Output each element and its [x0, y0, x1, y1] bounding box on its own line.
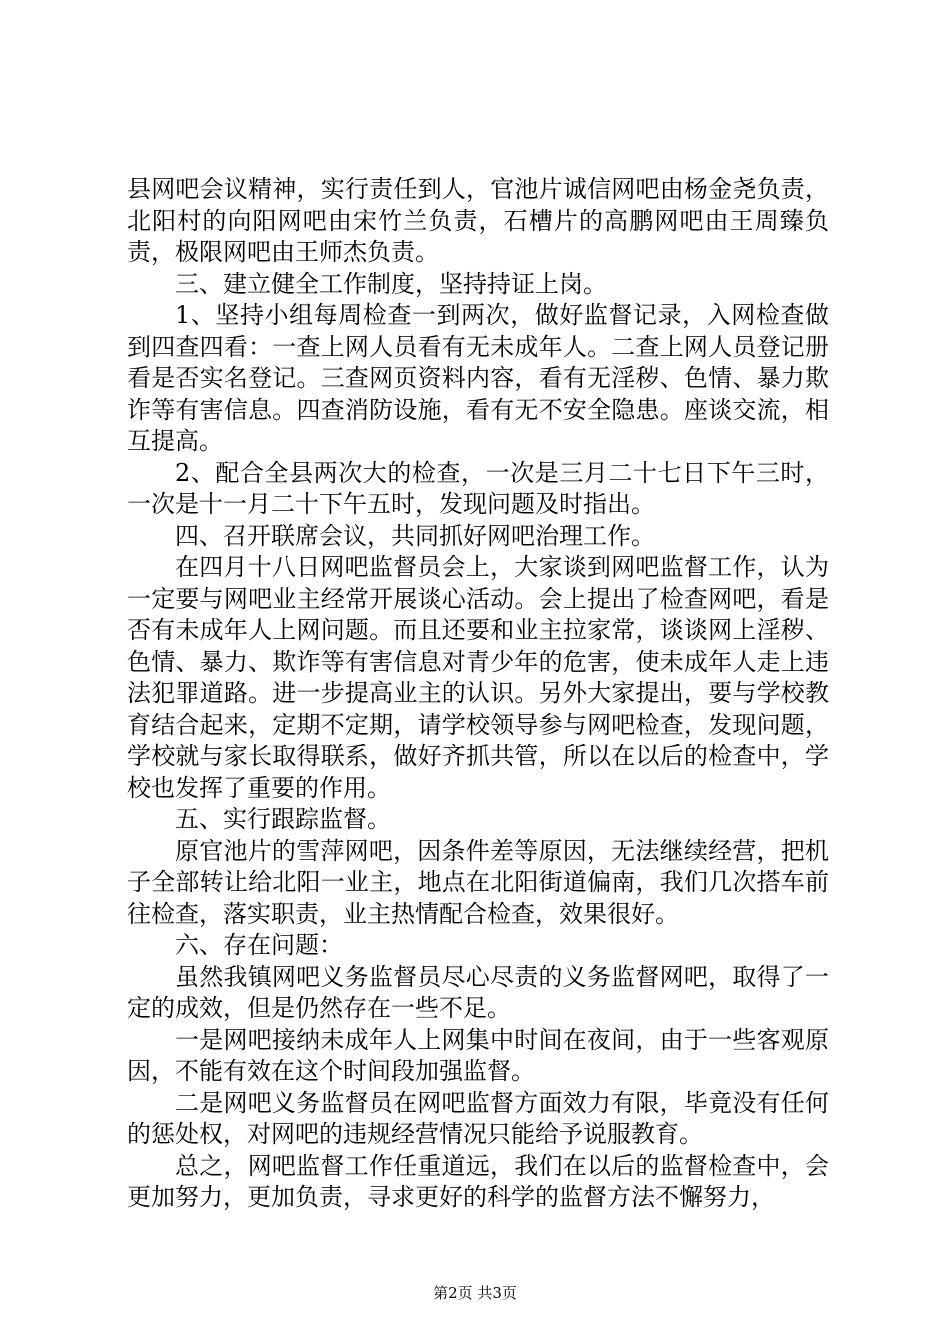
paragraph-tracking: 原官池片的雪萍网吧，因条件差等原因，无法继续经营，把机子全部转让给北阳一业主，地点在北阳街道偏南，我们几次搭车前往检查，落实职责，业主热情配合检查，效果很好。	[127, 836, 829, 928]
document-body	[127, 174, 829, 1214]
section-heading-6: 六、存在问题：	[175, 931, 343, 959]
paragraph-item-1: 1、坚持小组每周检查一到两次，做好监督记录，入网检查做到四查四看：一查上网人员看有无未成年人。二查上网人员登记册看是否实名登记。三查网页资料内容，看有无淫秽、色情、暴力欺诈等有害信息。四查消防设施，看有无不安全隐患。座谈交流，相互提高。	[127, 301, 829, 455]
paragraph-conclusion: 总之，网吧监督工作任重道远，我们在以后的监督检查中，会更加努力，更加负责，寻求更好的科学的监督方法不懈努力，	[127, 1151, 829, 1211]
page-number-footer: 第2页 共3页	[433, 1284, 517, 1302]
section-heading-5: 五、实行跟踪监督。	[175, 805, 391, 833]
paragraph-item-2: 2、配合全县两次大的检查，一次是三月二十七日下午三时，一次是十一月二十下午五时，发现问题及时指出。	[127, 458, 829, 518]
paragraph-continuation: 县网吧会议精神，实行责任到人，官池片诚信网吧由杨金尧负责，北阳村的向阳网吧由宋竹兰负责，石槽片的高鹏网吧由王周臻负责，极限网吧由王师杰负责。	[127, 175, 829, 266]
paragraph-meeting: 在四月十八日网吧监督员会上，大家谈到网吧监督工作，认为一定要与网吧业主经常开展谈心活动。会上提出了检查网吧，看是否有未成年人上网问题。而且还要和业主拉家常，谈谈网上淫秽、色情、暴力、欺诈等有害信息对青少年的危害，使未成年人走上违法犯罪道路。进一步提高业主的认识。另外大家提出，要与学校教育结合起来，定期不定期，请学校领导参与网吧检查，发现问题，学校就与家长取得联系，做好齐抓共管，所以在以后的检查中，学校也发挥了重要的作用。	[127, 553, 829, 802]
section-heading-4: 四、召开联席会议，共同抓好网吧治理工作。	[175, 521, 655, 550]
paragraph-issues-intro: 虽然我镇网吧义务监督员尽心尽责的义务监督网吧，取得了一定的成效，但是仍然存在一些不足。	[127, 962, 829, 1022]
paragraph-issue-2: 二是网吧义务监督员在网吧监督方面效力有限，毕竟没有任何的惩处权，对网吧的违规经营情况只能给予说服教育。	[127, 1088, 829, 1148]
section-heading-3: 三、建立健全工作制度，坚持持证上岗。	[175, 269, 607, 298]
paragraph-issue-1: 一是网吧接纳未成年人上网集中时间在夜间，由于一些客观原因，不能有效在这个时间段加强监督。	[127, 1025, 829, 1085]
